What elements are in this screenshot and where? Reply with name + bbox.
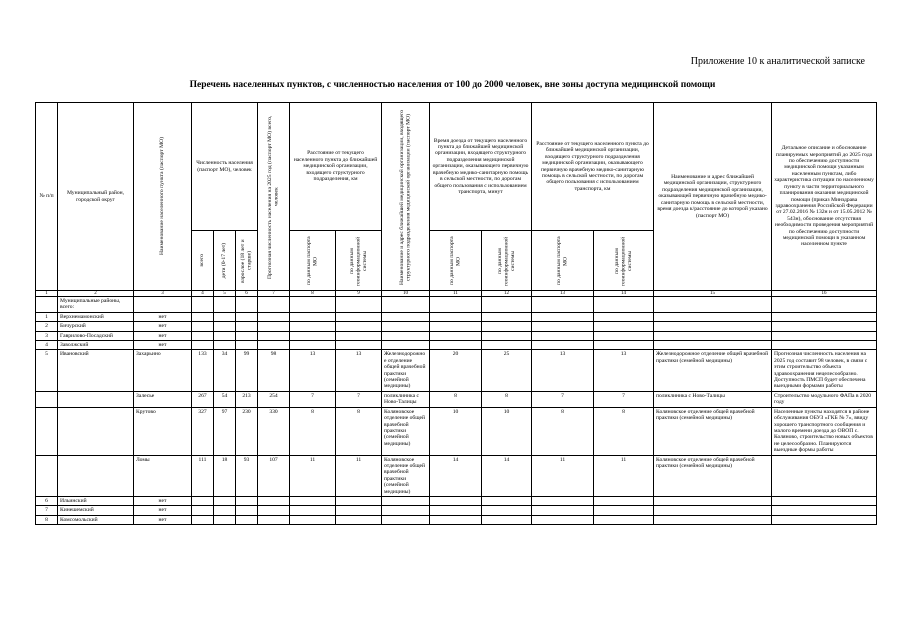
cell-district — [58, 391, 134, 407]
header-settlement: Наименование населенного пункта (паспорт МО) — [134, 103, 192, 291]
cell-org2 — [654, 506, 772, 515]
cell-org — [382, 496, 430, 505]
table-row — [36, 341, 877, 350]
cell-num: 1 — [36, 312, 58, 321]
cell-d-gis — [336, 312, 382, 321]
header-distance-mo: по данным паспорта МО — [290, 231, 336, 291]
cell-t-mo — [430, 515, 482, 524]
cell-t-mo: 8 — [430, 391, 482, 407]
cell-adults: 99 — [236, 350, 258, 391]
cell-org2: поликлиника с Ново-Талицы — [654, 391, 772, 407]
header-distance-gis: по данным геоинформационной системы — [336, 231, 382, 291]
cell-d-gis: 11 — [336, 455, 382, 496]
cell-plan: Строительство модульного ФАПа в 2020 году — [772, 391, 877, 407]
cell-children — [214, 341, 236, 350]
cell-org — [382, 312, 430, 321]
cell-d-gis — [336, 515, 382, 524]
cell-total: 111 — [192, 455, 214, 496]
cell-total — [192, 506, 214, 515]
cell-k-mo — [532, 322, 594, 331]
table-row — [36, 350, 877, 391]
header-km-gis: по данным геоинформационной системы — [594, 231, 654, 291]
cell-settlement: нет — [134, 515, 192, 524]
cell-d-mo — [290, 496, 336, 505]
header-travel-time: Время доезда от текущего населенного пункта до ближайшей медицинской организации, входящего структурного подразделения медицинской организации, оказывающего первичную врачебную медико-санитарную помощь в сельской местности, по дорогам общего пользования с использованием транспорта, минут — [430, 103, 532, 231]
header-plan: Детальное описание и обоснование планируемых мероприятий до 2025 года по обеспечению доступности медицинской помощи указанным населенным пунктам, либо характеристика ситуации по населенному пункту в части территориального планирования оказания медицинской помощи (приказ Минздрава здравоохранения Российской Федерации от 27.02.2016 № 132н и от 15.05.2012 № 543н), обоснование отсутствия необходимости проведения мероприятий по обеспечению доступности медицинской помощи в указанном населенном пункте — [772, 103, 877, 291]
column-number: 15 — [654, 291, 772, 297]
cell-total — [192, 515, 214, 524]
cell-total — [192, 496, 214, 505]
cell-children — [214, 496, 236, 505]
cell-t-gis: 25 — [482, 350, 532, 391]
cell-t-gis: 14 — [482, 455, 532, 496]
cell-district: Ильинский — [58, 496, 134, 505]
cell-org2 — [654, 322, 772, 331]
cell-t-gis — [482, 515, 532, 524]
table-row — [36, 455, 877, 496]
cell-d-mo — [290, 331, 336, 340]
cell-plan: Прогнозная численность населения на 2025 год составит 98 человек, в связи с этим строительство объекта здравоохранения нецелесообразно. Доступность ПМСП будет обеспечена выездными формами работы — [772, 350, 877, 391]
cell-settlement: нет — [134, 496, 192, 505]
cell-k-mo: 13 — [532, 350, 594, 391]
cell-plan — [772, 312, 877, 321]
cell-k-mo: 8 — [532, 407, 594, 455]
cell-forecast: 107 — [258, 455, 290, 496]
cell-plan — [772, 496, 877, 505]
cell-children — [214, 312, 236, 321]
cell-settlement: нет — [134, 322, 192, 331]
cell-district: Гаврилово-Посадский — [58, 331, 134, 340]
column-number: 1 — [36, 291, 58, 297]
cell-children: 18 — [214, 455, 236, 496]
column-number: 16 — [772, 291, 877, 297]
column-number: 2 — [58, 291, 134, 297]
table-row — [36, 506, 877, 515]
cell-k-gis — [594, 515, 654, 524]
cell-k-gis — [594, 312, 654, 321]
cell-org — [382, 341, 430, 350]
cell-t-mo: 20 — [430, 350, 482, 391]
header-pop-total: всего — [192, 231, 214, 291]
cell-adults — [236, 312, 258, 321]
column-number: 11 — [430, 291, 482, 297]
cell-total — [192, 322, 214, 331]
cell-settlement: Залесье — [134, 391, 192, 407]
cell-t-gis — [482, 496, 532, 505]
cell-settlement: нет — [134, 341, 192, 350]
cell-forecast — [258, 341, 290, 350]
header-nearest-org: Наименование и адрес ближайшей медицинской организации, входящего структурного подразделения медицинской организации (паспорт МО) — [382, 103, 430, 291]
cell-forecast — [258, 506, 290, 515]
cell-org2 — [654, 312, 772, 321]
cell-children — [214, 506, 236, 515]
cell-org: поликлиника с Ново-Талицы — [382, 391, 430, 407]
header-population: Численность населения (паспорт МО), человек — [192, 103, 258, 231]
column-number: 7 — [258, 291, 290, 297]
cell-children: 34 — [214, 350, 236, 391]
cell-num: 8 — [36, 515, 58, 524]
cell-forecast: 254 — [258, 391, 290, 407]
cell-k-mo — [532, 506, 594, 515]
cell-plan — [772, 322, 877, 331]
cell-children — [214, 515, 236, 524]
column-number: 6 — [236, 291, 258, 297]
cell-d-mo — [290, 515, 336, 524]
cell-d-mo — [290, 341, 336, 350]
cell-d-gis — [336, 506, 382, 515]
cell-org2 — [654, 341, 772, 350]
header-forecast: Прогнозная численность населения на 2025 год (паспорт МО) всего, человек — [258, 103, 290, 291]
cell-plan — [772, 331, 877, 340]
cell-org — [382, 506, 430, 515]
table-row — [36, 515, 877, 524]
cell-adults — [236, 515, 258, 524]
cell-adults — [236, 322, 258, 331]
cell-org2 — [654, 331, 772, 340]
cell-forecast — [258, 322, 290, 331]
cell-children: 97 — [214, 407, 236, 455]
cell-k-gis — [594, 331, 654, 340]
cell-t-mo — [430, 496, 482, 505]
column-number: 3 — [134, 291, 192, 297]
header-num: № п/п — [36, 103, 58, 291]
column-number: 14 — [594, 291, 654, 297]
cell-k-gis — [594, 496, 654, 505]
cell-t-gis: 10 — [482, 407, 532, 455]
cell-k-gis — [594, 506, 654, 515]
cell-district: Кинешемский — [58, 506, 134, 515]
cell-total: 133 — [192, 350, 214, 391]
cell-k-gis: 13 — [594, 350, 654, 391]
settlements-table — [35, 102, 877, 525]
cell-d-mo: 13 — [290, 350, 336, 391]
cell-d-mo: 11 — [290, 455, 336, 496]
cell-d-gis — [336, 331, 382, 340]
cell-children — [214, 322, 236, 331]
cell-plan — [772, 455, 877, 496]
cell-children — [214, 331, 236, 340]
cell-t-mo: 14 — [430, 455, 482, 496]
cell-org — [382, 322, 430, 331]
cell-district — [58, 455, 134, 496]
cell-total — [192, 312, 214, 321]
cell-org: Коляновское отделение общей врачебной практики (семейной медицины) — [382, 407, 430, 455]
cell-num — [36, 455, 58, 496]
cell-t-mo — [430, 506, 482, 515]
cell-k-gis: 8 — [594, 407, 654, 455]
cell-district: Комсомольский — [58, 515, 134, 524]
cell-d-mo: 8 — [290, 407, 336, 455]
cell-k-gis: 11 — [594, 455, 654, 496]
cell-forecast: 98 — [258, 350, 290, 391]
table-row — [36, 322, 877, 331]
cell-t-gis — [482, 331, 532, 340]
cell-district: Заволжский — [58, 341, 134, 350]
column-number: 10 — [382, 291, 430, 297]
cell-num: 6 — [36, 496, 58, 505]
table-row — [36, 312, 877, 321]
header-km-mo: по данным паспорта МО — [532, 231, 594, 291]
cell-adults — [236, 496, 258, 505]
cell-district: Верхнемамонский — [58, 312, 134, 321]
cell-num: 3 — [36, 331, 58, 340]
cell-district: Ивановский — [58, 350, 134, 391]
document-title: Перечень населенных пунктов, с численностью населения от 100 до 2000 человек, вне зоны доступа медицинской помощи — [189, 80, 716, 90]
table-row — [36, 407, 877, 455]
column-number: 4 — [192, 291, 214, 297]
cell-d-gis: 7 — [336, 391, 382, 407]
cell-org2: Железнодорожное отделение общей врачебной практики (семейной медицины) — [654, 350, 772, 391]
cell-num: 7 — [36, 506, 58, 515]
cell-t-gis — [482, 312, 532, 321]
cell-org — [382, 515, 430, 524]
cell-num: 2 — [36, 322, 58, 331]
cell-plan — [772, 515, 877, 524]
cell-t-gis — [482, 341, 532, 350]
cell-t-gis — [482, 506, 532, 515]
cell-org — [382, 331, 430, 340]
cell-k-mo — [532, 341, 594, 350]
cell-t-mo: 10 — [430, 407, 482, 455]
cell-settlement: Крутово — [134, 407, 192, 455]
cell-num — [36, 391, 58, 407]
column-number: 5 — [214, 291, 236, 297]
cell-forecast — [258, 312, 290, 321]
cell-settlement: Ломы — [134, 455, 192, 496]
table-row — [36, 331, 877, 340]
cell-t-mo — [430, 312, 482, 321]
cell-forecast: 330 — [258, 407, 290, 455]
cell-k-mo: 7 — [532, 391, 594, 407]
cell-d-gis — [336, 496, 382, 505]
cell-plan: Населенные пункты находятся в районе обслуживания ОБУЗ «ГКБ № 7», ввиду хорошего транспортного сообщения и малого времени доезда до ОВОП с. Коляново, строительство новых объектов не целесообразно. Планируются выездные формы работы — [772, 407, 877, 455]
header-time-mo: по данным паспорта МО — [430, 231, 482, 291]
header-org-name: Наименование и адрес ближайшей медицинской организации, структурного подразделения медицинской организации, оказывающей первичную врачебную медико-санитарную помощь в сельской местности, время доезда к/расстояние до которой указано (паспорт МО) — [654, 103, 772, 291]
cell-t-gis — [482, 322, 532, 331]
cell-t-mo — [430, 322, 482, 331]
table-row — [36, 496, 877, 505]
cell-org: Коляновское отделение общей врачебной практики (семейной медицины) — [382, 455, 430, 496]
total-row — [36, 297, 877, 313]
cell-num: 5 — [36, 350, 58, 391]
cell-t-gis: 8 — [482, 391, 532, 407]
cell-d-mo — [290, 506, 336, 515]
appendix-label: Приложение 10 к аналитической записке — [690, 56, 865, 67]
cell-k-mo — [532, 496, 594, 505]
cell-adults: 213 — [236, 391, 258, 407]
column-number: 13 — [532, 291, 594, 297]
cell-children: 54 — [214, 391, 236, 407]
cell-org2 — [654, 496, 772, 505]
cell-t-mo — [430, 341, 482, 350]
cell-d-mo — [290, 322, 336, 331]
cell-adults — [236, 506, 258, 515]
total-label: Муниципальные районы, всего: — [58, 297, 134, 313]
cell-org2 — [654, 515, 772, 524]
cell-total — [192, 341, 214, 350]
cell-district: Бичурский — [58, 322, 134, 331]
cell-k-mo: 11 — [532, 455, 594, 496]
cell-org2: Коляновское отделение общей врачебной практики (семейной медицины) — [654, 455, 772, 496]
cell-k-mo — [532, 331, 594, 340]
cell-plan — [772, 506, 877, 515]
cell-adults: 230 — [236, 407, 258, 455]
column-number: 8 — [290, 291, 336, 297]
cell-k-gis — [594, 341, 654, 350]
cell-forecast — [258, 515, 290, 524]
cell-k-gis — [594, 322, 654, 331]
table-row — [36, 391, 877, 407]
cell-settlement: нет — [134, 506, 192, 515]
cell-total: 267 — [192, 391, 214, 407]
cell-k-mo — [532, 515, 594, 524]
cell-forecast — [258, 331, 290, 340]
cell-d-gis — [336, 322, 382, 331]
cell-d-mo — [290, 312, 336, 321]
cell-adults — [236, 341, 258, 350]
cell-total — [192, 331, 214, 340]
cell-org2: Коляновское отделение общей врачебной практики (семейной медицины) — [654, 407, 772, 455]
header-pop-children: дети (0-17 лет) — [214, 231, 236, 291]
cell-forecast — [258, 496, 290, 505]
header-district: Муниципальный район, городской округ — [58, 103, 134, 291]
cell-settlement: Захарьино — [134, 350, 192, 391]
cell-org: Железнодорожное отделение общей врачебной практики (семейной медицины) — [382, 350, 430, 391]
cell-settlement: нет — [134, 331, 192, 340]
cell-adults: 93 — [236, 455, 258, 496]
cell-d-gis: 13 — [336, 350, 382, 391]
cell-k-gis: 7 — [594, 391, 654, 407]
header-pop-adults: взрослое (18 лет и старше) — [236, 231, 258, 291]
header-distance: Расстояние от текущего населенного пункта до ближайшей медицинской организации, входящего структурного подразделения, км — [290, 103, 382, 231]
column-number: 12 — [482, 291, 532, 297]
header-distance-primary: Расстояние от текущего населенного пункта до ближайшей медицинской организации, входящего структурного подразделения медицинской организации, оказывающего первичную врачебную медико-санитарную помощь в сельской местности, по дорогам общего пользования с использованием транспорта, км — [532, 103, 654, 231]
cell-d-mo: 7 — [290, 391, 336, 407]
cell-num — [36, 407, 58, 455]
cell-d-gis — [336, 341, 382, 350]
cell-district — [58, 407, 134, 455]
cell-t-mo — [430, 331, 482, 340]
cell-num: 4 — [36, 341, 58, 350]
cell-settlement: нет — [134, 312, 192, 321]
header-time-gis: по данным геоинформационной системы — [482, 231, 532, 291]
column-number: 9 — [336, 291, 382, 297]
cell-k-mo — [532, 312, 594, 321]
cell-plan — [772, 341, 877, 350]
cell-d-gis: 8 — [336, 407, 382, 455]
cell-adults — [236, 331, 258, 340]
cell-total: 327 — [192, 407, 214, 455]
